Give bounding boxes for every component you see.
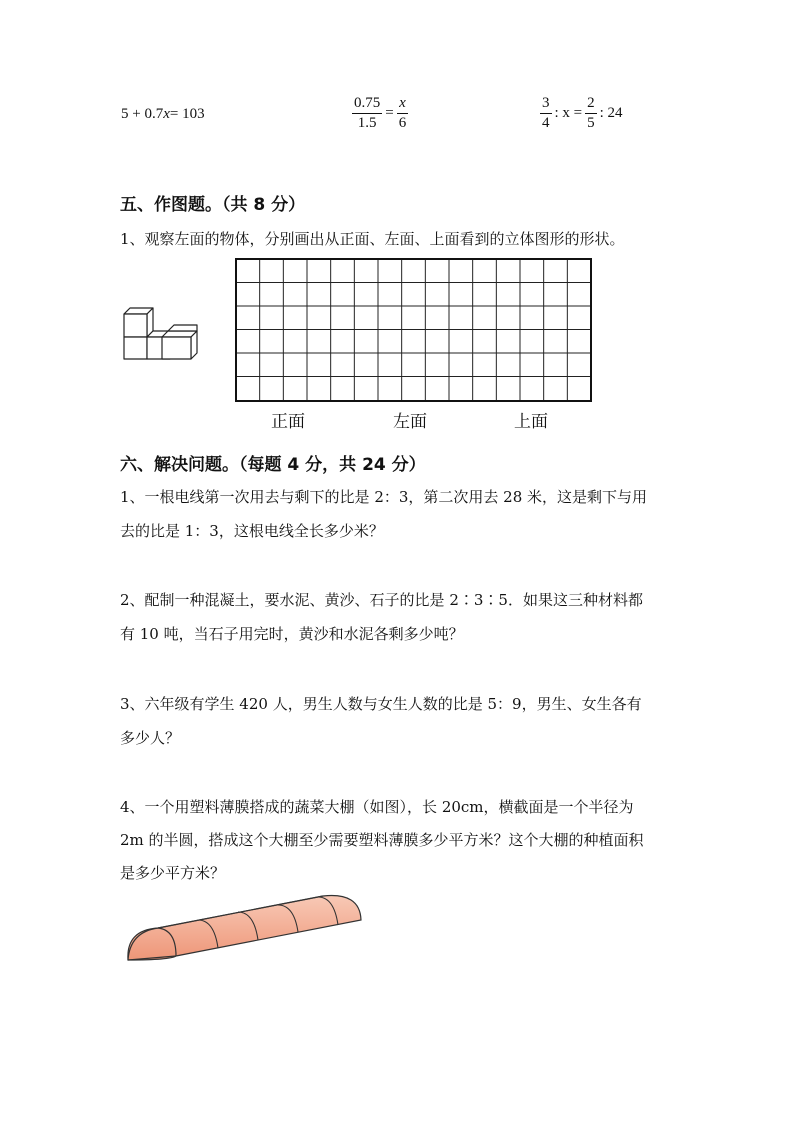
equation-3-middle: : x = <box>554 105 583 121</box>
fraction-numerator: 2 <box>585 96 597 114</box>
grid-label-top: 上面 <box>514 412 548 432</box>
greenhouse-image <box>118 888 368 968</box>
question-2-line-2: 有 10 吨，当石子用完时，黄沙和水泥各剩多少吨？ <box>120 625 464 643</box>
fraction-numerator: 0.75 <box>352 96 382 114</box>
question-4-line-1: 4、一个用塑料薄膜搭成的蔬菜大棚（如图），长 20cm，横截面是一个半径为 <box>120 798 634 816</box>
equation-1-left: 5 + 0.7 <box>121 106 164 122</box>
equation-1-var: x <box>163 106 170 122</box>
fraction-denominator: 1.5 <box>357 115 377 131</box>
equation-2 <box>352 96 408 131</box>
equation-3-fraction-b <box>585 96 597 131</box>
question-1-line-1: 1、一根电线第一次用去与剩下的比是 2：3，第二次用去 28 米，这是剩下与用 <box>120 488 648 506</box>
equals-sign: = <box>385 105 394 121</box>
cube-figure <box>118 300 202 362</box>
fraction-numerator: x <box>397 96 408 114</box>
section-5-question-1: 1、观察左面的物体，分别画出从正面、左面、上面看到的立体图形的形状。 <box>120 230 625 248</box>
fraction-denominator: 5 <box>587 115 595 131</box>
equation-2-left-fraction <box>352 96 382 131</box>
section-5-heading: 五、作图题。（共 8 分） <box>120 195 306 215</box>
equation-1-right: = 103 <box>169 106 205 122</box>
fraction-numerator: 3 <box>540 96 552 114</box>
question-3-line-1: 3、六年级有学生 420 人，男生人数与女生人数的比是 5：9，男生、女生各有 <box>120 695 642 713</box>
drawing-grid <box>235 258 593 403</box>
question-3-line-2: 多少人？ <box>120 729 181 747</box>
equation-3-fraction-a <box>540 96 552 131</box>
grid-label-left: 左面 <box>393 412 427 432</box>
equation-2-right-fraction <box>397 96 409 131</box>
question-1-line-2: 去的比是 1：3，这根电线全长多少米？ <box>120 522 384 540</box>
question-2-line-1: 2、配制一种混凝土，要水泥、黄沙、石子的比是 2∶3∶5．如果这三种材料都 <box>120 591 643 609</box>
fraction-denominator: 6 <box>398 115 407 131</box>
question-4-line-2: 2m 的半圆，搭成这个大棚至少需要塑料薄膜多少平方米？这个大棚的种植面积 <box>120 831 644 849</box>
equation-3-tail: : 24 <box>599 105 623 121</box>
section-6-heading: 六、解决问题。（每题 4 分，共 24 分） <box>120 455 426 475</box>
equation-1 <box>121 106 205 123</box>
fraction-denominator: 4 <box>542 115 550 131</box>
equation-3 <box>540 96 623 131</box>
question-4-line-3: 是多少平方米？ <box>120 864 226 882</box>
grid-label-front: 正面 <box>271 412 305 432</box>
